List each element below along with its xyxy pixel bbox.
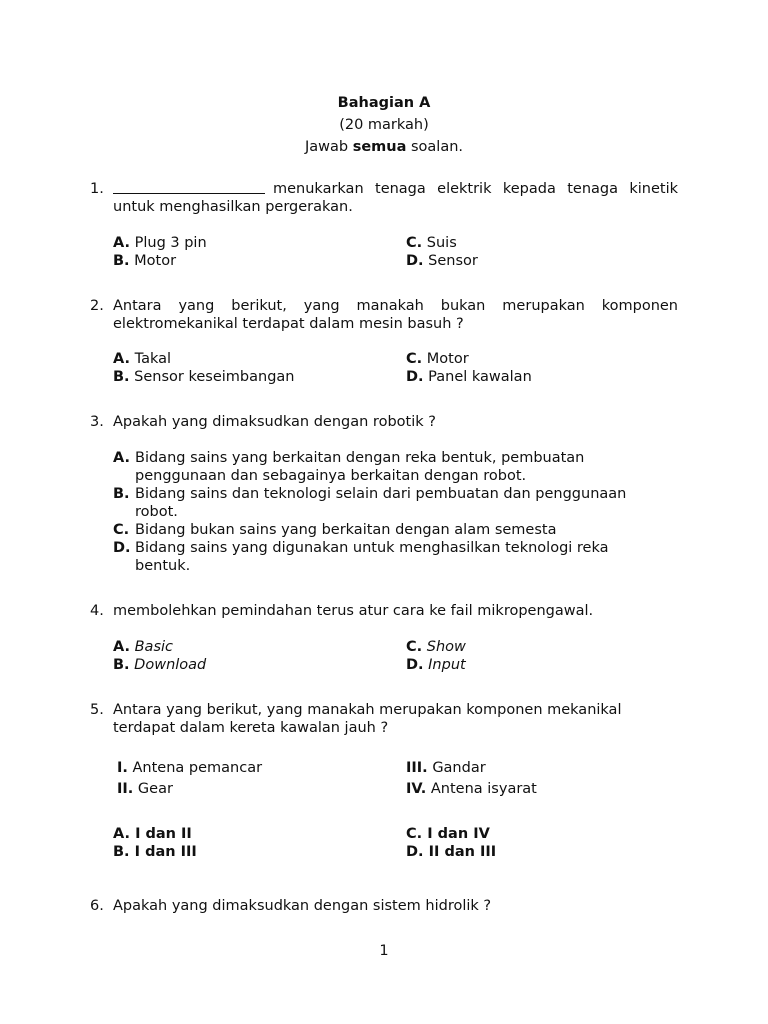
option-d: D. Panel kawalan [406, 369, 532, 385]
statement-iv: IV. Antena isyarat [406, 781, 537, 797]
option-c: C. Show [406, 639, 466, 655]
option-b: B. I dan III [113, 844, 197, 860]
question-number: 2. [90, 298, 104, 314]
option-b: B. Sensor keseimbangan [113, 369, 295, 385]
options [113, 350, 678, 386]
option-d: D. Bidang sains yang digunakan untuk menghasilkan teknologi reka bentuk. [113, 540, 609, 574]
question-text: Apakah yang dimaksudkan dengan sistem hidrolik ? [113, 898, 492, 914]
options [113, 638, 678, 674]
question-6 [90, 897, 678, 915]
option-b: B. Download [113, 657, 207, 673]
section-title: Bahagian A [337, 95, 431, 111]
answer-blank [113, 180, 265, 194]
statement-i: I. Antena pemancar [117, 760, 263, 776]
option-a: A. Bidang sains yang berkaitan dengan reka bentuk, pembuatan penggunaan dan sebagainya berkaitan dengan robot. [113, 450, 585, 484]
options [113, 449, 678, 575]
question-1 [90, 180, 678, 270]
option-b: B. Motor [113, 253, 177, 269]
option-d: D. II dan III [406, 844, 497, 860]
option-c: C. I dan IV [406, 826, 490, 842]
question-number: 4. [90, 603, 104, 619]
question-text: Antara yang berikut, yang manakah merupakan komponen mekanikal terdapat dalam kereta kawalan jauh ? [113, 702, 622, 736]
options [113, 234, 678, 270]
section-header [0, 92, 768, 158]
option-b: B. Bidang sains dan teknologi selain dari pembuatan dan penggunaan robot. [113, 486, 627, 520]
question-number: 5. [90, 702, 104, 718]
statement-iii: III. Gandar [406, 760, 486, 776]
options [113, 825, 678, 861]
option-d: D. Sensor [406, 253, 478, 269]
statement-list [113, 759, 678, 803]
option-c: C. Bidang bukan sains yang berkaitan dengan alam semesta [113, 522, 557, 538]
option-c: C. Suis [406, 235, 457, 251]
question-text: membolehkan pemindahan terus atur cara ke fail mikropengawal. [113, 603, 594, 619]
option-a: A. Basic [113, 639, 173, 655]
question-number: 3. [90, 414, 104, 430]
section-marks: (20 markah) [339, 117, 429, 133]
question-4 [90, 602, 678, 674]
question-text: Apakah yang dimaksudkan dengan robotik ? [113, 414, 436, 430]
option-a: A. I dan II [113, 826, 192, 842]
option-d: D. Input [406, 657, 466, 673]
option-a: A. Takal [113, 351, 172, 367]
question-text: Antara yang berikut, yang manakah bukan merupakan komponen elektromekanikal terdapat dalam mesin basuh ? [113, 298, 678, 332]
question-number: 6. [90, 898, 104, 914]
question-3 [90, 413, 678, 575]
section-instruction: Jawab semua soalan. [304, 139, 464, 155]
question-text: menukarkan tenaga elektrik kepada tenaga kinetik untuk menghasilkan pergerakan. [113, 181, 678, 215]
option-a: A. Plug 3 pin [113, 235, 207, 251]
question-number: 1. [90, 181, 104, 197]
option-c: C. Motor [406, 351, 469, 367]
question-2 [90, 297, 678, 386]
question-5 [90, 701, 678, 861]
statement-ii: II. Gear [117, 781, 173, 797]
page-number: 1 [379, 943, 389, 959]
